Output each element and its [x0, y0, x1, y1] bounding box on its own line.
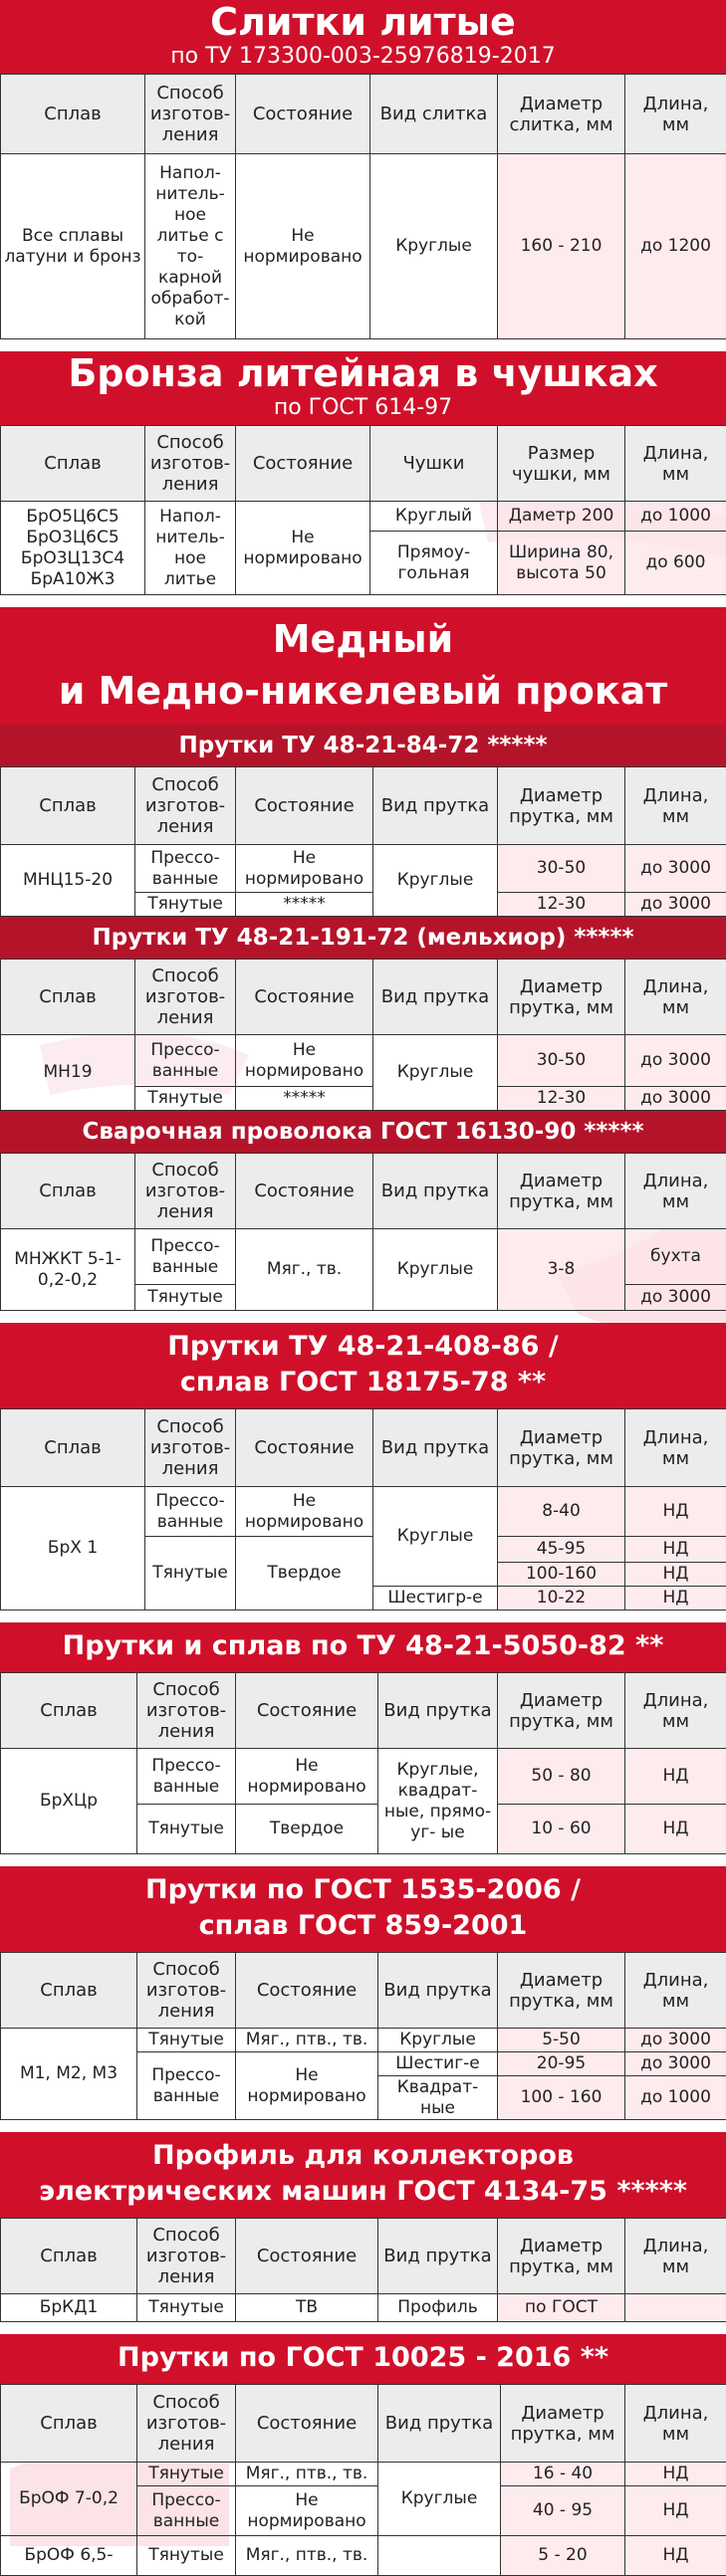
- cell-diameter: 45-95: [498, 1537, 625, 1563]
- cell-length: НД: [625, 1805, 726, 1854]
- header-state: Состояние: [236, 1409, 373, 1487]
- header-diameter: Диаметр прутка, мм: [498, 1953, 625, 2029]
- cell-state: Не нормировано: [236, 1749, 378, 1805]
- cell-alloy: М1, М2, М3: [1, 2029, 137, 2120]
- header-kind: Вид прутка: [373, 1409, 498, 1487]
- cell-length: до 600: [625, 532, 726, 595]
- header-diameter: Диаметр прутка, мм: [501, 2385, 625, 2463]
- cell-state: Не нормировано: [236, 2486, 378, 2536]
- cell-method: Напол-нитель-ное литье с то-карной обработ-кой: [145, 154, 236, 339]
- header-length: Длина, мм: [625, 1953, 726, 2029]
- cell-length: до 3000: [625, 1285, 726, 1311]
- cell-length: до 3000: [625, 893, 726, 917]
- table-header-row: [1, 960, 726, 1035]
- header-alloy: Сплав: [1, 75, 145, 154]
- table-header-row: [1, 767, 726, 845]
- header-method: Способ изготов-ления: [135, 767, 236, 845]
- alloy-line: БрО5Ц6С5: [3, 507, 142, 528]
- cell-diameter: 3-8: [498, 1229, 625, 1311]
- section-title: Бронза литейная в чушках: [0, 351, 726, 395]
- cell-kind: Круглые: [378, 2029, 498, 2052]
- cell-length: до 3000: [625, 1035, 726, 1087]
- header-diameter: Диаметр прутка, мм: [498, 1409, 625, 1487]
- header-kind: Вид прутка: [373, 1154, 498, 1229]
- section-rods-191-72: [0, 917, 726, 1111]
- cell-size: Даметр 200: [498, 502, 625, 532]
- cell-diameter: 30-50: [498, 845, 625, 893]
- header-length: Длина, мм: [625, 960, 726, 1035]
- table-header-row: [1, 2219, 726, 2294]
- cell-state: Мяг., птв., тв.: [236, 2463, 378, 2486]
- section-title-line: Профиль для коллекторов: [0, 2138, 726, 2174]
- cell-length: НД: [625, 2536, 726, 2576]
- section-collector-profile: [0, 2132, 726, 2322]
- table-header-row: [1, 426, 726, 502]
- header-kind: Вид прутка: [378, 2219, 498, 2294]
- cell-kind: Круглый: [370, 502, 498, 532]
- section-subtitle: по ТУ 173300-003-25976819-2017: [0, 44, 726, 74]
- cell-state: ТВ: [236, 2294, 378, 2322]
- cell-state: Мяг., птв., тв.: [236, 2029, 378, 2052]
- rods-5050-82-table: [0, 1672, 726, 1854]
- header-method: Способ изготов-ления: [145, 426, 236, 502]
- cell-diameter: 12-30: [498, 893, 625, 917]
- cell-length: до 1000: [625, 502, 726, 532]
- section-bronze-pigs: [0, 351, 726, 595]
- section-title-block: [0, 351, 726, 425]
- cell-state: Не нормировано: [236, 502, 370, 595]
- header-diameter: Диаметр прутка, мм: [498, 767, 625, 845]
- section-title-block: [0, 607, 726, 725]
- section-title-line: Медный: [0, 613, 726, 665]
- header-diameter: Диаметр прутка, мм: [498, 1673, 625, 1749]
- header-length: Длина, мм: [625, 1409, 726, 1487]
- section-rods-84-72: [0, 725, 726, 917]
- cell-method: Прессо-ванные: [135, 1035, 236, 1087]
- cell-kind: Круглые, квадрат-ные, прямо-уг- ые: [378, 1749, 498, 1854]
- cell-state: *****: [236, 1087, 373, 1111]
- cell-diameter: 5-50: [498, 2029, 625, 2052]
- cell-method: Прессо-ванные: [137, 1749, 236, 1805]
- section-welding-wire: [0, 1111, 726, 1311]
- cell-length: до 1200: [625, 154, 726, 339]
- cell-alloy: МН19: [1, 1035, 135, 1111]
- header-diameter: Диаметр прутка, мм: [498, 2219, 625, 2294]
- header-diameter: Диаметр прутка, мм: [498, 1154, 625, 1229]
- cell-diameter: 30-50: [498, 1035, 625, 1087]
- header-method: Способ изготов-ления: [135, 1154, 236, 1229]
- cell-diameter: 20-95: [498, 2052, 625, 2076]
- header-method: Способ изготов-ления: [145, 75, 236, 154]
- cell-alloy: МНЖКТ 5-1-0,2-0,2: [1, 1229, 135, 1311]
- alloy-line: БрО3Ц13С4: [3, 548, 142, 569]
- table-row: [1, 502, 726, 532]
- welding-wire-table: [0, 1153, 726, 1311]
- table-row: [1, 2536, 726, 2576]
- section-title-block: [0, 1622, 726, 1672]
- header-alloy: Сплав: [1, 1953, 137, 2029]
- rods-408-86-table: [0, 1408, 726, 1610]
- section-subtitle: Прутки ТУ 48-21-84-72 *****: [0, 725, 726, 766]
- cell-length: бухта: [625, 1229, 726, 1285]
- cell-alloy: БрХ 1: [1, 1487, 145, 1610]
- table-row: [1, 1749, 726, 1805]
- cell-diameter: 50 - 80: [498, 1749, 625, 1805]
- table-header-row: [1, 1409, 726, 1487]
- header-kind: Вид слитка: [370, 75, 498, 154]
- cell-length: НД: [625, 2463, 726, 2486]
- cell-diameter: по ГОСТ: [498, 2294, 625, 2322]
- table-header-row: [1, 75, 726, 154]
- table-row: [1, 2294, 726, 2322]
- cell-alloy: Все сплавы латуни и бронз: [1, 154, 145, 339]
- header-kind: Чушки: [370, 426, 498, 502]
- cell-diameter: 16 - 40: [501, 2463, 625, 2486]
- rods-1535-2006-table: [0, 1952, 726, 2120]
- cell-state: Не нормировано: [236, 2052, 378, 2120]
- cell-method: Прессо-ванные: [135, 845, 236, 893]
- header-alloy: Сплав: [1, 2385, 137, 2463]
- cell-state: Твердое: [236, 1805, 378, 1854]
- cell-method: Тянутые: [137, 2463, 236, 2486]
- header-kind: Вид прутка: [378, 1673, 498, 1749]
- cell-diameter: 5 - 20: [501, 2536, 625, 2576]
- cell-kind: Шестиг-е: [378, 2052, 498, 2076]
- table-row: [1, 1487, 726, 1537]
- cell-method: Прессо-ванные: [135, 1229, 236, 1285]
- cell-method: Тянутые: [135, 1087, 236, 1111]
- header-method: Способ изготов-ления: [137, 2385, 236, 2463]
- table-row: [1, 154, 726, 339]
- header-state: Состояние: [236, 960, 373, 1035]
- section-title-line: сплав ГОСТ 859-2001: [0, 1908, 726, 1944]
- cell-state: Мяг., тв.: [236, 1229, 373, 1311]
- header-kind: Вид прутка: [373, 960, 498, 1035]
- cell-length: НД: [625, 1587, 726, 1610]
- cell-method: Прессо-ванные: [145, 1487, 236, 1537]
- header-state: Состояние: [236, 75, 370, 154]
- cell-kind: Круглые: [373, 1035, 498, 1111]
- header-length: Длина, мм: [625, 426, 726, 502]
- header-state: Состояние: [236, 1953, 378, 2029]
- cell-state: Твердое: [236, 1537, 373, 1610]
- cell-length: до 3000: [625, 1087, 726, 1111]
- header-length: Длина, мм: [625, 2219, 726, 2294]
- header-alloy: Сплав: [1, 1154, 135, 1229]
- alloy-line: БрА10Ж3: [3, 569, 142, 590]
- header-diameter: Диаметр прутка, мм: [498, 960, 625, 1035]
- header-method: Способ изготов-ления: [135, 960, 236, 1035]
- header-state: Состояние: [236, 1154, 373, 1229]
- cell-method: Тянутые: [135, 1285, 236, 1311]
- section-title-line: сплав ГОСТ 18175-78 **: [0, 1365, 726, 1400]
- cell-length: НД: [625, 1487, 726, 1537]
- header-kind: Вид прутка: [373, 767, 498, 845]
- header-alloy: Сплав: [1, 426, 145, 502]
- rods-10025-2016-table: [0, 2384, 726, 2576]
- cell-diameter: 40 - 95: [501, 2486, 625, 2536]
- cell-state: *****: [236, 893, 373, 917]
- section-copper-header: [0, 607, 726, 725]
- cell-state: Не нормировано: [236, 154, 370, 339]
- section-title-line: Прутки и сплав по ТУ 48-21-5050-82 **: [0, 1628, 726, 1664]
- cell-state: Не нормировано: [236, 1035, 373, 1087]
- header-method: Способ изготов-ления: [145, 1409, 236, 1487]
- header-length: Длина, мм: [625, 75, 726, 154]
- section-title-block: [0, 1323, 726, 1408]
- cell-alloy: БрКД1: [1, 2294, 137, 2322]
- cell-kind: Шестигр-е: [373, 1587, 498, 1610]
- ingots-table: [0, 74, 726, 339]
- cell-diameter: 100 - 160: [498, 2076, 625, 2120]
- section-subtitle: Прутки ТУ 48-21-191-72 (мельхиор) *****: [0, 917, 726, 959]
- cell-kind: Круглые: [373, 1487, 498, 1587]
- section-title-line: Прутки по ГОСТ 1535-2006 /: [0, 1872, 726, 1908]
- cell-length: до 1000: [625, 2076, 726, 2120]
- header-length: Длина, мм: [625, 767, 726, 845]
- cell-alloy: БрОФ 6,5-: [1, 2536, 137, 2576]
- header-kind: Вид прутка: [378, 2385, 501, 2463]
- header-alloy: Сплав: [1, 2219, 137, 2294]
- rods-191-72-table: [0, 959, 726, 1111]
- section-title-block: [0, 1866, 726, 1952]
- section-title-line: и Медно-никелевый прокат: [0, 665, 726, 717]
- table-row: [1, 2463, 726, 2486]
- cell-method: Прессо-ванные: [137, 2486, 236, 2536]
- table-row: [1, 2029, 726, 2052]
- header-method: Способ изготов-ления: [137, 1953, 236, 2029]
- cell-length: [625, 2294, 726, 2322]
- header-length: Длина, мм: [625, 1154, 726, 1229]
- header-alloy: Сплав: [1, 960, 135, 1035]
- section-title: Слитки литые: [0, 0, 726, 44]
- cell-diameter: 12-30: [498, 1087, 625, 1111]
- cell-kind: Круглые: [370, 154, 498, 339]
- section-title-block: [0, 0, 726, 74]
- cell-length: НД: [625, 2486, 726, 2536]
- section-rods-5050-82: [0, 1622, 726, 1854]
- header-alloy: Сплав: [1, 767, 135, 845]
- header-method: Способ изготов-ления: [137, 2219, 236, 2294]
- cell-length: до 3000: [625, 2029, 726, 2052]
- cell-method: Прессо-ванные: [137, 2052, 236, 2120]
- cell-alloy: БрОФ 7-0,2: [1, 2463, 137, 2536]
- cell-alloy: БрХЦр: [1, 1749, 137, 1854]
- header-state: Состояние: [236, 2385, 378, 2463]
- cell-method: Напол-нитель-ное литье: [145, 502, 236, 595]
- header-diameter: Диаметр слитка, мм: [498, 75, 625, 154]
- cell-length: до 3000: [625, 845, 726, 893]
- cell-length: НД: [625, 1537, 726, 1563]
- table-header-row: [1, 1154, 726, 1229]
- section-rods-10025-2016: [0, 2334, 726, 2576]
- cell-kind: Круглые: [373, 845, 498, 917]
- header-state: Состояние: [236, 767, 373, 845]
- header-kind: Вид прутка: [378, 1953, 498, 2029]
- cell-diameter: 10-22: [498, 1587, 625, 1610]
- cell-size: Ширина 80, высота 50: [498, 532, 625, 595]
- cell-alloy: МНЦ15-20: [1, 845, 135, 917]
- header-method: Способ изготов-ления: [137, 1673, 236, 1749]
- cell-kind: Профиль: [378, 2294, 498, 2322]
- cell-diameter: 8-40: [498, 1487, 625, 1537]
- cell-method: Тянутые: [135, 893, 236, 917]
- cell-length: до 3000: [625, 2052, 726, 2076]
- cell-method: Тянутые: [137, 2536, 236, 2576]
- collector-profile-table: [0, 2218, 726, 2322]
- cell-diameter: 100-160: [498, 1563, 625, 1587]
- cell-method: Тянутые: [137, 2029, 236, 2052]
- cell-state: Не нормировано: [236, 845, 373, 893]
- header-size: Размер чушки, мм: [498, 426, 625, 502]
- cell-kind: Прямоу-гольная: [370, 532, 498, 595]
- section-title-line: Прутки ТУ 48-21-408-86 /: [0, 1329, 726, 1365]
- header-length: Длина, мм: [625, 2385, 726, 2463]
- section-ingots: [0, 0, 726, 339]
- section-subtitle: Сварочная проволока ГОСТ 16130-90 *****: [0, 1111, 726, 1153]
- header-state: Состояние: [236, 1673, 378, 1749]
- section-title-line: Прутки по ГОСТ 10025 - 2016 **: [0, 2340, 726, 2376]
- cell-method: Тянутые: [145, 1537, 236, 1610]
- table-row: [1, 1229, 726, 1285]
- section-subtitle: по ГОСТ 614-97: [0, 395, 726, 425]
- bronze-pigs-table: [0, 425, 726, 595]
- section-rods-408-86: [0, 1323, 726, 1610]
- rods-84-72-table: [0, 766, 726, 917]
- header-state: Состояние: [236, 426, 370, 502]
- section-title-block: [0, 2334, 726, 2384]
- cell-state: Не нормировано: [236, 1487, 373, 1537]
- section-title-block: [0, 2132, 726, 2218]
- cell-kind: Квадрат-ные: [378, 2076, 498, 2120]
- cell-state: Мяг., птв., тв.: [236, 2536, 378, 2576]
- header-alloy: Сплав: [1, 1409, 145, 1487]
- section-title-line: электрических машин ГОСТ 4134-75 *****: [0, 2174, 726, 2210]
- header-alloy: Сплав: [1, 1673, 137, 1749]
- cell-kind: Круглые: [378, 2463, 501, 2536]
- cell-diameter: 10 - 60: [498, 1805, 625, 1854]
- cell-method: Тянутые: [137, 2294, 236, 2322]
- table-row: [1, 845, 726, 893]
- cell-diameter: 160 - 210: [498, 154, 625, 339]
- table-header-row: [1, 1673, 726, 1749]
- table-header-row: [1, 1953, 726, 2029]
- cell-kind: Круглые: [373, 1229, 498, 1311]
- table-row: [1, 1035, 726, 1087]
- header-length: Длина, мм: [625, 1673, 726, 1749]
- section-rods-1535-2006: [0, 1866, 726, 2120]
- cell-length: НД: [625, 1749, 726, 1805]
- alloy-line: БрО3Ц6С5: [3, 528, 142, 548]
- cell-length: НД: [625, 1563, 726, 1587]
- table-header-row: [1, 2385, 726, 2463]
- cell-method: Тянутые: [137, 1805, 236, 1854]
- header-state: Состояние: [236, 2219, 378, 2294]
- cell-kind: [378, 2536, 501, 2576]
- cell-alloys: [1, 502, 145, 595]
